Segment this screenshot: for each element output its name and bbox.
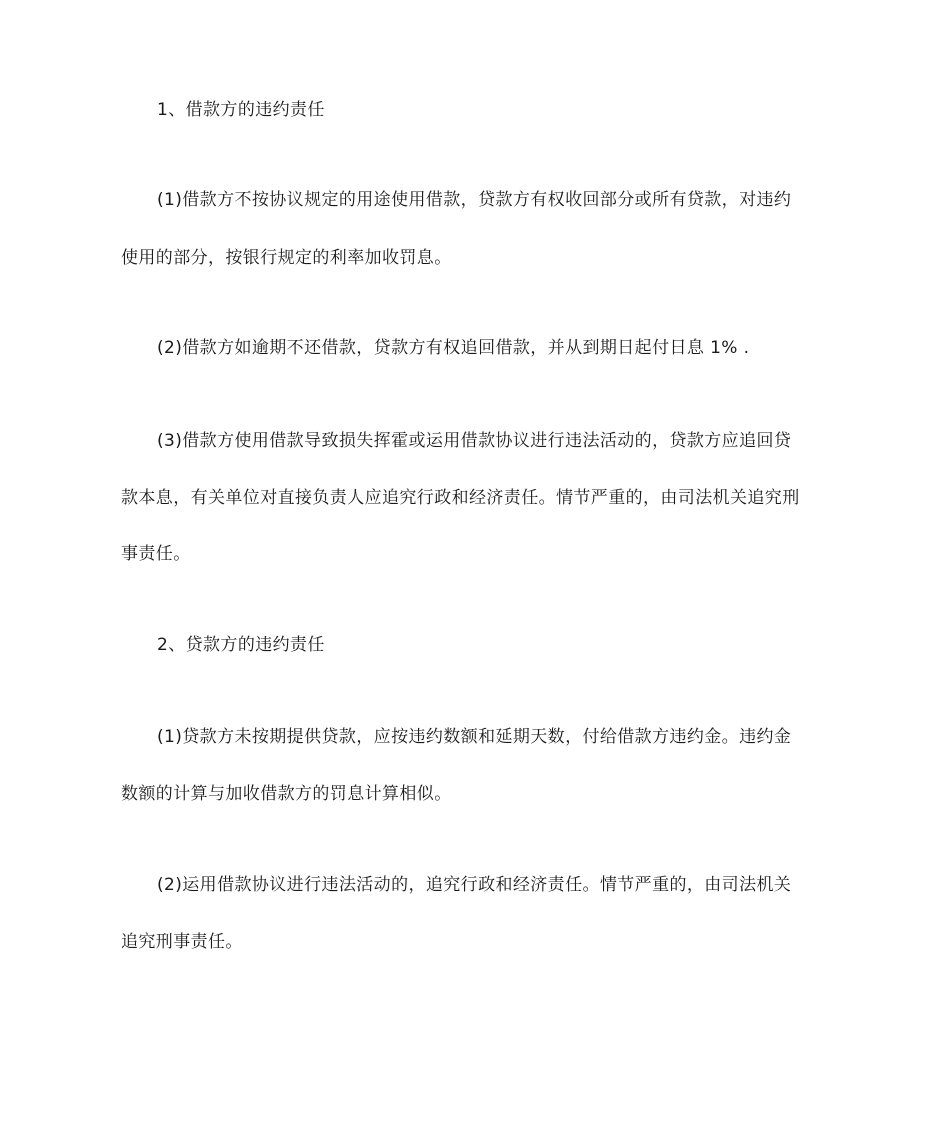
paragraph-1-1-line-2: 使用的部分，按银行规定的利率加收罚息。 <box>121 248 452 268</box>
paragraph-1-2-line-1: (2)借款方如逾期不还借款，贷款方有权追回借款，并从到期日起付日息 1% . <box>157 338 750 358</box>
paragraph-2-2-line-1: (2)运用借款协议进行违法活动的，追究行政和经济责任。情节严重的，由司法机关 <box>157 875 792 895</box>
paragraph-1-3-line-2: 款本息，有关单位对直接负责人应追究行政和经济责任。情节严重的，由司法机关追究刑 <box>121 488 800 508</box>
section-heading-1: 1、借款方的违约责任 <box>157 100 325 120</box>
paragraph-2-1-line-1: (1)贷款方未按期提供贷款，应按违约数额和延期天数，付给借款方违约金。违约金 <box>157 727 792 747</box>
section-heading-2: 2、贷款方的违约责任 <box>157 635 325 655</box>
paragraph-1-3-line-1: (3)借款方使用借款导致损失挥霍或运用借款协议进行违法活动的，贷款方应追回贷 <box>157 431 792 451</box>
paragraph-1-1-line-1: (1)借款方不按协议规定的用途使用借款，贷款方有权收回部分或所有贷款，对违约 <box>157 190 792 210</box>
paragraph-2-2-line-2: 追究刑事责任。 <box>121 932 243 952</box>
paragraph-1-3-line-3: 事责任。 <box>121 544 191 564</box>
paragraph-2-1-line-2: 数额的计算与加收借款方的罚息计算相似。 <box>121 784 452 804</box>
